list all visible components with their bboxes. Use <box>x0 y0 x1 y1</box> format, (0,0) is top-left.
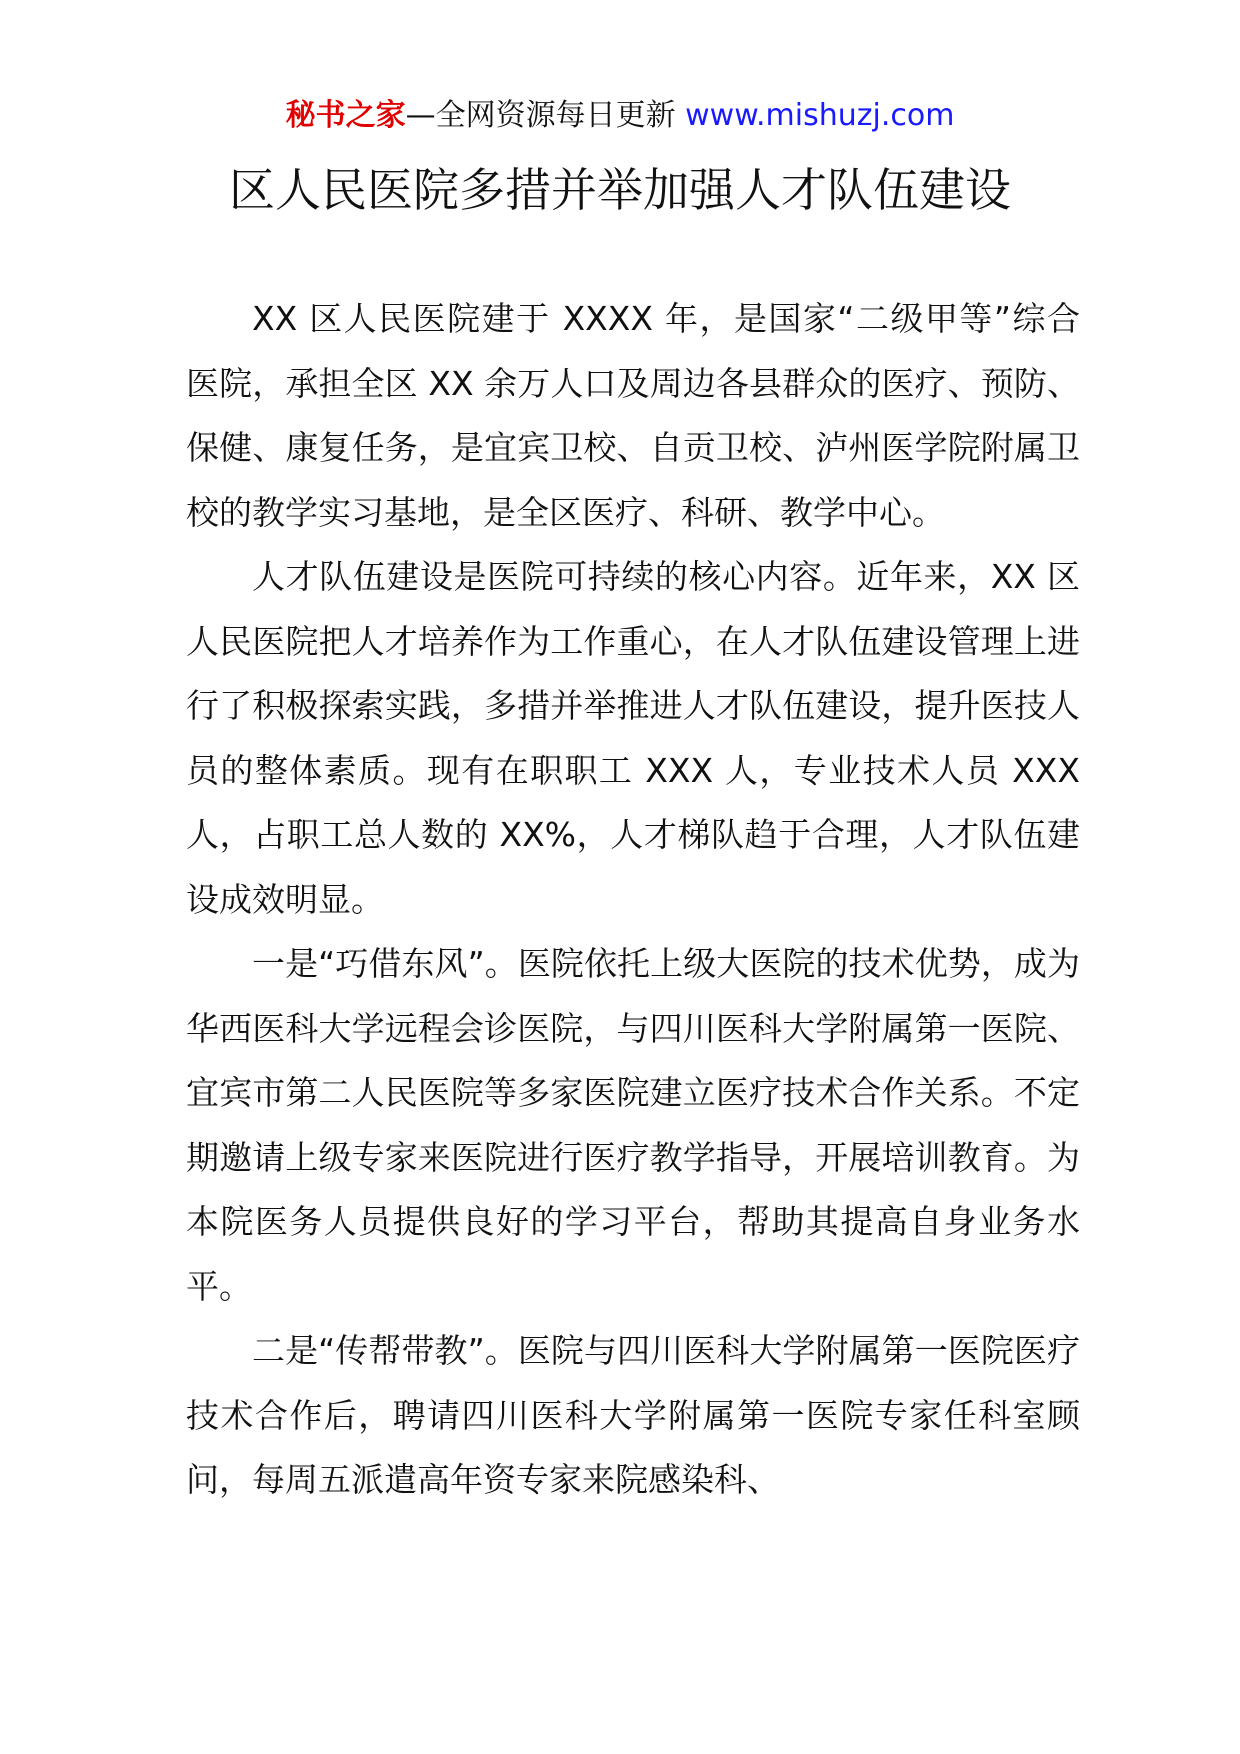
site-header <box>0 96 1240 136</box>
header-tagline: —全网资源每日更新 <box>405 98 686 133</box>
paragraph-measure-one: 一是“巧借东风”。医院依托上级大医院的技术优势，成为华西医科大学远程会诊医院，与四川医科大学附属第一医院、宜宾市第二人民医院等多家医院建立医疗技术合作关系。不定期邀请上级专家来医院进行医疗教学指导，开展培训教育。为本院医务人员提供良好的学习平台，帮助其提高自身业务水平。 <box>186 944 1080 1306</box>
document-body <box>186 287 1080 1513</box>
brand-name: 秘书之家 <box>285 98 406 133</box>
paragraph-intro: XX 区人民医院建于 XXXX 年，是国家“二级甲等”综合医院，承担全区 XX 余万人口及周边各县群众的医疗、预防、保健、康复任务，是宜宾卫校、自贡卫校、泸州医学院附属卫校的教学实习基地，是全区医疗、科研、教学中心。 <box>186 299 1080 532</box>
site-url-link[interactable]: www.mishuzj.com <box>685 98 955 133</box>
paragraph-talent-overview: 人才队伍建设是医院可持续的核心内容。近年来，XX 区人民医院把人才培养作为工作重心，在人才队伍建设管理上进行了积极探索实践，多措并举推进人才队伍建设，提升医技人员的整体素质。现有在职职工 XXX 人，专业技术人员 XXX 人，占职工总人数的 XX%，人才梯队趋于合理，人才队伍建设成效明显。 <box>186 557 1080 919</box>
paragraph-measure-two: 二是“传帮带教”。医院与四川医科大学附属第一医院医疗技术合作后，聘请四川医科大学附属第一医院专家任科室顾问，每周五派遣高年资专家来院感染科、 <box>186 1331 1080 1499</box>
document-title: 区人民医院多措并举加强人才队伍建设 <box>229 163 1011 217</box>
